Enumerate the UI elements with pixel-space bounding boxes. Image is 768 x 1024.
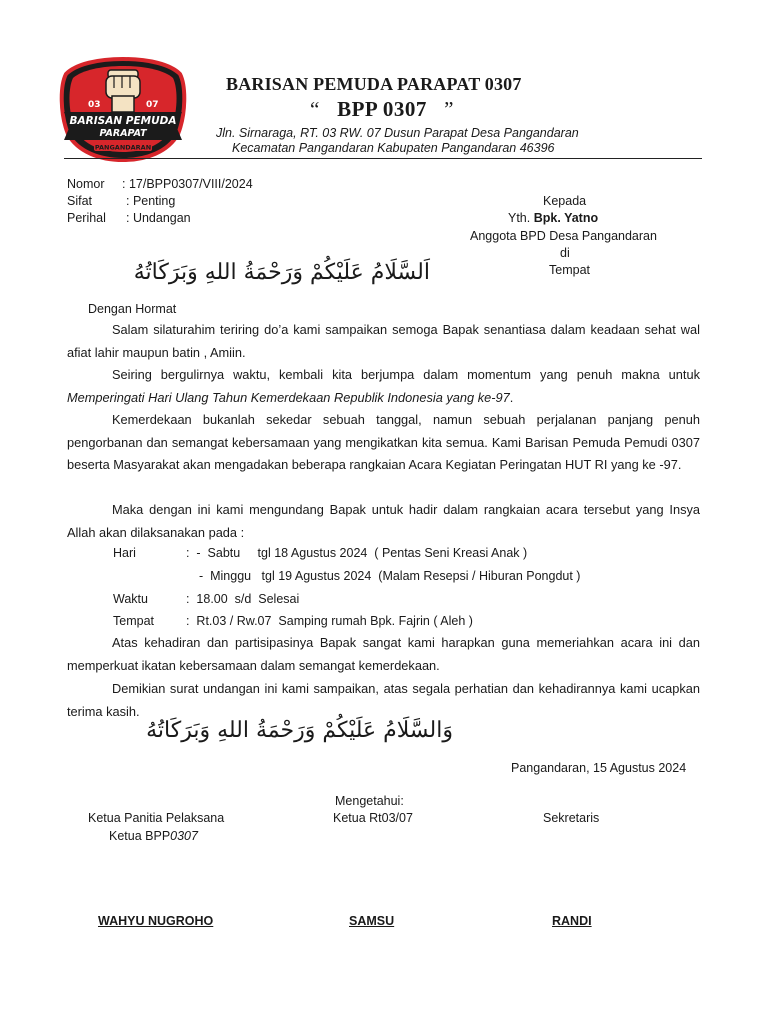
organization-abbreviation: “ BPP 0307 ” <box>310 97 454 121</box>
greeting: Dengan Hormat <box>88 302 177 316</box>
paragraph-5: Atas kehadiran dan partisipasinya Bapak sangat kami harapkan guna memeriahkan acara ini dan memperkuat ikatan kebersamaan dalam semangat kemerdekaan. <box>67 635 700 673</box>
schedule-hari-2: - Minggu tgl 19 Agustus 2024 (Malam Resepsi / Hiburan Pongdut ) <box>199 569 581 583</box>
organization-name: BARISAN PEMUDA PARAPAT 0307 <box>226 74 522 94</box>
header-divider <box>64 158 702 159</box>
signature-left-subtitle: Ketua BPP0307 <box>109 829 198 843</box>
organization-logo <box>58 56 188 162</box>
logo-banner-line1: BARISAN PEMUDA <box>69 115 177 127</box>
schedule-tempat-label: Tempat <box>113 614 154 628</box>
logo-bottom-text: PANGANDARAN <box>94 143 152 152</box>
paragraph-3: Kemerdekaan bukanlah sekedar sebuah tanggal, namun sebuah perjalanan panjang penuh pengorbanan dan semangat kebersamaan yang mengikatkan kita semua. Kami Barisan Pemuda Pemudi 0307 beserta Masyarakat akan mengadakan beberapa rangkaian Acara Kegiatan Peringatan HUT RI yang ke -97. <box>67 412 700 472</box>
signature-middle-title: Ketua Rt03/07 <box>333 811 413 825</box>
signature-middle-name: SAMSU <box>349 914 395 928</box>
address-line-1: Jln. Sirnaraga, RT. 03 RW. 07 Dusun Parapat Desa Pangandaran <box>216 126 579 140</box>
salam-opening: اَلسَّلَامُ عَلَيْكُمْ وَرَحْمَةُ اللهِ وَبَرَكَاتُهُ <box>133 260 430 285</box>
schedule-hari-label: Hari <box>113 546 136 560</box>
recipient-name-line: Yth. Bpk. Yatno <box>508 211 599 225</box>
signature-left-name: WAHYU NUGROHO <box>98 914 214 928</box>
logo-number-right: 07 <box>146 100 159 110</box>
recipient-role: Anggota BPD Desa Pangandaran <box>470 229 657 243</box>
logo-banner-line2: PARAPAT <box>99 128 147 139</box>
salam-closing: وَالسَّلَامُ عَلَيْكُمْ وَرَحْمَةُ اللهِ وَبَرَكَاتُهُ <box>146 718 453 743</box>
perihal-value: : Undangan <box>126 211 191 225</box>
logo-number-left: 03 <box>88 100 101 110</box>
signature-right-title: Sekretaris <box>543 811 600 825</box>
recipient-kepada: Kepada <box>543 194 587 208</box>
mengetahui-label: Mengetahui: <box>335 794 404 808</box>
paragraph-2: Seiring bergulirnya waktu, kembali kita berjumpa dalam momentum yang penuh makna untuk Memperingati Hari Ulang Tahun Kemerdekaan Republik Indonesia yang ke-97. <box>67 367 700 405</box>
recipient-di: di <box>560 246 570 260</box>
schedule-tempat-value: : Rt.03 / Rw.07 Samping rumah Bpk. Fajrin ( Aleh ) <box>186 614 473 628</box>
paragraph-1: Salam silaturahim teriring do’a kami sampaikan semoga Bapak senantiasa dalam keadaan sehat wal afiat lahir maupun batin , Amiin. <box>67 322 700 360</box>
schedule-waktu-value: : 18.00 s/d Selesai <box>186 592 300 606</box>
sifat-label: Sifat <box>67 194 93 208</box>
recipient-tempat: Tempat <box>549 263 590 277</box>
place-date: Pangandaran, 15 Agustus 2024 <box>511 761 687 775</box>
sifat-value: : Penting <box>126 194 176 208</box>
paragraph-6: Demikian surat undangan ini kami sampaikan, atas segala perhatian dan kehadirannya kami ucapkan terima kasih. <box>67 681 700 719</box>
schedule-hari-1: : - Sabtu tgl 18 Agustus 2024 ( Pentas Seni Kreasi Anak ) <box>186 546 528 560</box>
signature-right-name: RANDI <box>552 914 592 928</box>
signature-left-title: Ketua Panitia Pelaksana <box>88 811 225 825</box>
nomor-label: Nomor <box>67 177 105 191</box>
address-line-2: Kecamatan Pangandaran Kabupaten Pangandaran 46396 <box>232 141 555 155</box>
schedule-waktu-label: Waktu <box>113 592 148 606</box>
paragraph-4: Maka dengan ini kami mengundang Bapak untuk hadir dalam rangkaian acara tersebut yang Insya Allah akan dilaksanakan pada : <box>67 502 700 540</box>
perihal-label: Perihal <box>67 211 106 225</box>
nomor-value: : 17/BPP0307/VIII/2024 <box>122 177 253 191</box>
